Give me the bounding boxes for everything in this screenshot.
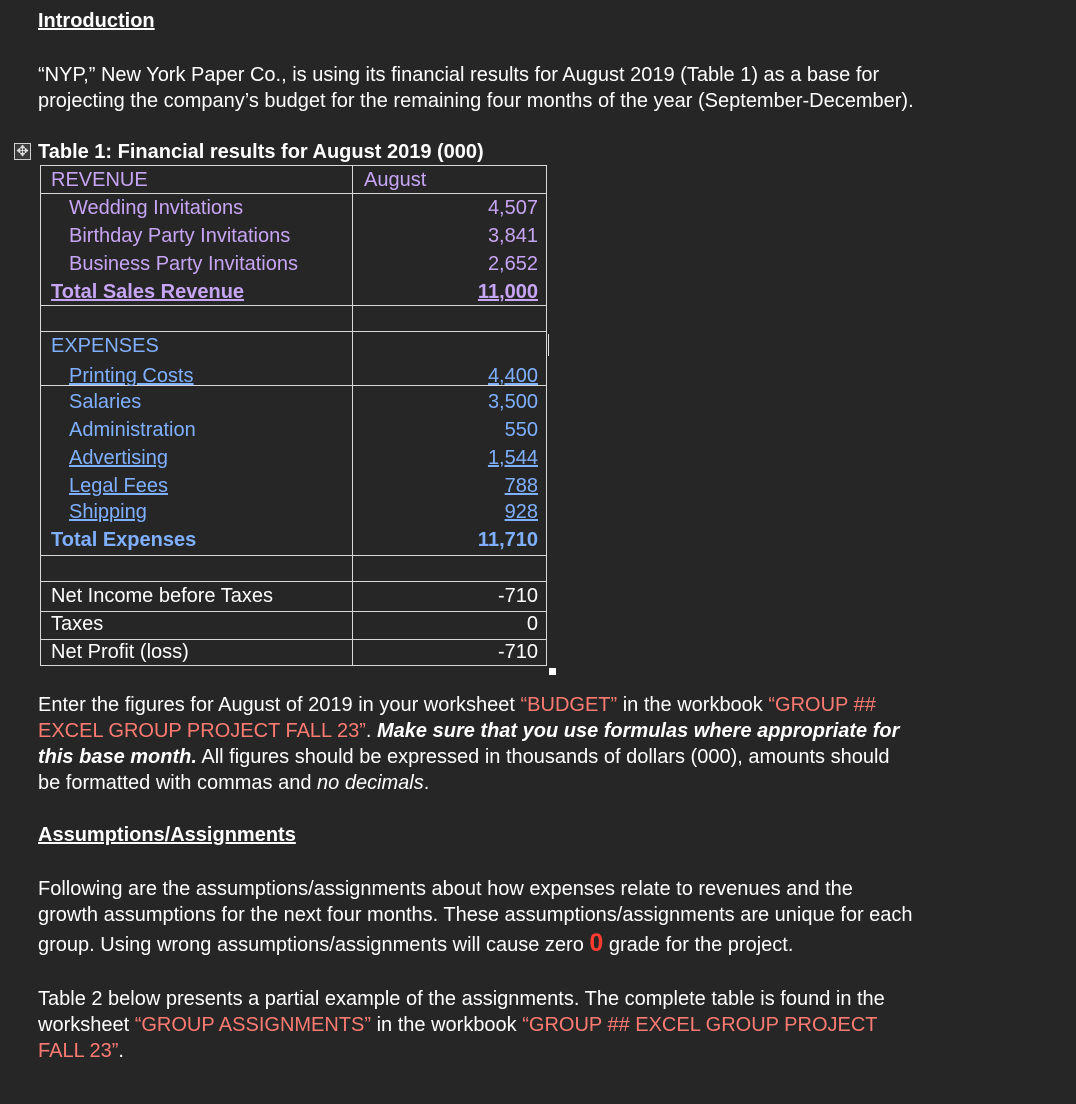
expense-item-label: Printing Costs [69, 365, 194, 387]
formula-emphasis: Make sure that you use formulas where appropriate for [377, 720, 900, 742]
total-expenses-value: 11,710 [477, 529, 538, 551]
instructions-paragraph: Enter the figures for August of 2019 in your worksheet “BUDGET” in the workbook “GROUP ## EXCEL GROUP PROJECT FALL 23”. Make sure that you use formulas where appropriate for this base month. All figures should be expressed in thousands of dollars (000), amounts should be formatted with commas and no decimals. [38, 694, 900, 794]
text-cursor [548, 334, 549, 356]
taxes-label: Taxes [51, 613, 104, 635]
table2-paragraph: Table 2 below presents a partial example of the assignments. The complete table is found in the worksheet “GROUP ASSIGNMENTS” in the workbook “GROUP ## EXCEL GROUP PROJECT FALL 23”. [38, 988, 885, 1062]
table-title: Table 1: Financial results for August 2019 (000) [38, 141, 484, 163]
workbook-name-part1: “GROUP ## [768, 694, 876, 716]
net-income-label: Net Income before Taxes [51, 585, 273, 607]
expenses-header: EXPENSES [51, 335, 159, 357]
expense-item-value: 3,500 [487, 391, 538, 413]
expense-item-value: 788 [504, 475, 538, 497]
assignments-workbook-name-part2: FALL 23” [38, 1040, 119, 1062]
expense-item-value: 928 [504, 501, 538, 523]
worksheet-name: “BUDGET” [520, 694, 618, 716]
workbook-name-part2: EXCEL GROUP PROJECT FALL 23” [38, 720, 366, 742]
expense-item-label: Salaries [69, 391, 142, 413]
move-handle-icon[interactable]: ✥ [14, 143, 31, 160]
net-profit-value: -710 [497, 641, 538, 663]
financial-results-table [40, 165, 547, 666]
expense-item-value: 4,400 [487, 365, 538, 387]
expense-item-value: 550 [504, 419, 538, 441]
intro-paragraph [38, 62, 1058, 114]
revenue-item-value: 3,841 [487, 225, 538, 247]
total-expenses-label: Total Expenses [51, 529, 197, 551]
column-divider [352, 166, 353, 665]
column-header-august: August [364, 169, 427, 191]
intro-line-2: projecting the company’s budget for the remaining four months of the year (September-December). [38, 90, 914, 112]
expense-item-value: 1,544 [487, 447, 538, 469]
revenue-item-value: 2,652 [487, 253, 538, 275]
revenue-header: REVENUE [51, 169, 148, 191]
table-resize-handle[interactable] [549, 668, 556, 675]
revenue-item-label: Business Party Invitations [69, 253, 298, 275]
net-income-value: -710 [497, 585, 538, 607]
zero-grade-highlight: 0 [589, 929, 604, 957]
assumptions-heading: Assumptions/Assignments [38, 824, 296, 846]
taxes-value: 0 [526, 613, 538, 635]
assignments-worksheet-name: “GROUP ASSIGNMENTS” [134, 1014, 372, 1036]
intro-line-1: “NYP,” New York Paper Co., is using its financial results for August 2019 (Table 1) as a base for [38, 64, 880, 86]
total-sales-revenue-label: Total Sales Revenue [51, 281, 245, 303]
revenue-item-value: 4,507 [487, 197, 538, 219]
revenue-item-label: Wedding Invitations [69, 197, 244, 219]
assignments-workbook-name-part1: “GROUP ## EXCEL GROUP PROJECT [522, 1014, 878, 1036]
assumptions-paragraph: Following are the assumptions/assignments about how expenses relate to revenues and the growth assumptions for the next four months. These assumptions/assignments are unique for each group. Using wrong assumptions/assignments will cause zero 0 grade for the project. [38, 878, 913, 957]
expense-item-label: Shipping [69, 501, 147, 523]
introduction-heading: Introduction [38, 10, 155, 32]
net-profit-label: Net Profit (loss) [51, 641, 189, 663]
expense-item-label: Administration [69, 419, 196, 441]
expense-item-label: Legal Fees [69, 475, 168, 497]
revenue-item-label: Birthday Party Invitations [69, 225, 291, 247]
expense-item-label: Advertising [69, 447, 168, 469]
total-sales-revenue-value: 11,000 [477, 281, 538, 303]
